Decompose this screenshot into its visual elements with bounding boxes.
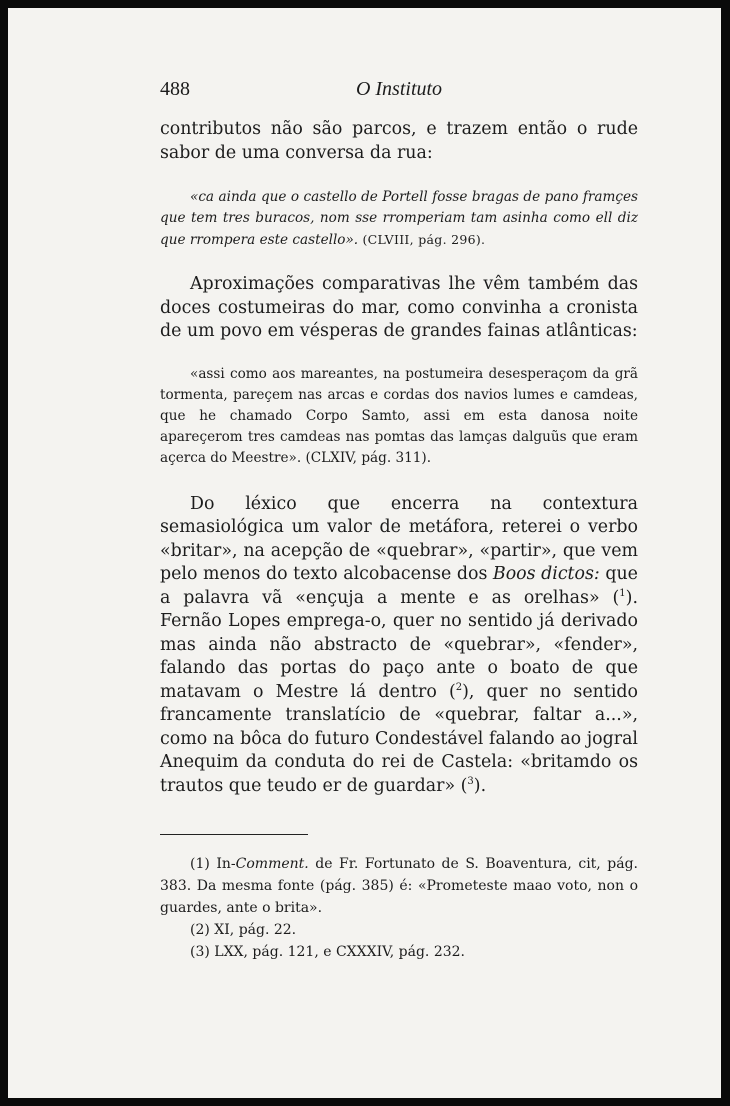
page-header xyxy=(160,70,638,100)
book-title: Boos dictos: xyxy=(492,564,600,584)
footnote-3-text: LXX, pág. 121, e CXXXIV, pág. 232. xyxy=(209,944,466,960)
paragraph-3-text-c: ). Fernão Lopes emprega-o, quer no sentido já derivado mas ainda não abstracto de «quebrar», «fender», falando das portas do paço ante o boato de que matavam o Mestre lá dentro ( xyxy=(160,587,638,702)
footnote-2-text: XI, pág. 22. xyxy=(209,922,297,938)
paragraph-2: Aproximações comparativas lhe vêm também das doces costumeiras do mar, como convinha a cronista de um povo em vésperas de grandes fainas atlânticas: xyxy=(160,274,638,341)
paragraph-3-text-e: ). xyxy=(473,775,487,796)
footnote-1-mark: (1) xyxy=(190,856,210,872)
footnote-2 xyxy=(160,919,638,941)
paragraph-3 xyxy=(160,493,638,799)
footnote-1 xyxy=(160,853,638,919)
running-title: O Instituto xyxy=(355,78,443,100)
footnote-separator xyxy=(160,834,308,835)
document-page xyxy=(8,8,721,1098)
footnote-1-text-a: In- xyxy=(209,856,236,872)
footnote-ref-3: 3 xyxy=(467,775,474,787)
footnote-1-text-b: de Fr. Fortunato de S. Boaventura, cit, pág. 383. Da mesma fonte (pág. 385) é: «Prometeste maao voto, non o guardes, ante o brita». xyxy=(160,856,638,916)
paragraph-1: contributos não são parcos, e trazem então o rude sabor de uma conversa da rua: xyxy=(160,119,638,163)
page-number: 488 xyxy=(160,78,190,100)
footnote-2-mark: (2) xyxy=(190,922,210,938)
page-content xyxy=(160,70,638,963)
paragraph-3-text-a: Do léxico que encerra na contextura semasiológica um valor de metáfora, reterei o verbo «britar», na acepção de «quebrar», «partir», que vem pelo menos do texto alcobacense dos xyxy=(160,493,638,584)
paragraph-3-text-b: que a palavra vã «ençuja a mente e as orelhas» ( xyxy=(160,564,638,608)
quote-1 xyxy=(160,187,638,251)
quote-2: «assi como aos mareantes, na postumeira desesperaçom da grã tormenta, pareçem nas arcas e cordas dos navios lumes e camdeas, que he chamado Corpo Samto, assi em esta danosa noite apareçerom tres camdeas nas pomtas das lamças dalguũs que eram açerca do Meestre». (CLXIV, pág. 311). xyxy=(160,365,638,466)
quote-1-text: «ca ainda que o castello de Portell fosse bragas de pano framçes que tem tres buracos, nom sse rromperiam tam asinha como ell diz que rrompera este castello». xyxy=(160,189,638,248)
footnote-1-italic: Comment. xyxy=(235,856,309,872)
paragraph-3-text-d: ), quer no sentido francamente translatício de «quebrar, faltar a...», como na bôca do futuro Condestável falando ao jogral Anequim da conduta do rei de Castela: «britamdo os trautos que teudo er de guardar» ( xyxy=(160,681,638,796)
quote-1-reference: (CLVIII, pág. 296). xyxy=(362,232,486,247)
footnote-3-mark: (3) xyxy=(190,944,210,960)
footnote-ref-2: 2 xyxy=(455,681,463,693)
footnote-ref-1: 1 xyxy=(619,587,626,599)
footnote-3 xyxy=(160,941,638,963)
